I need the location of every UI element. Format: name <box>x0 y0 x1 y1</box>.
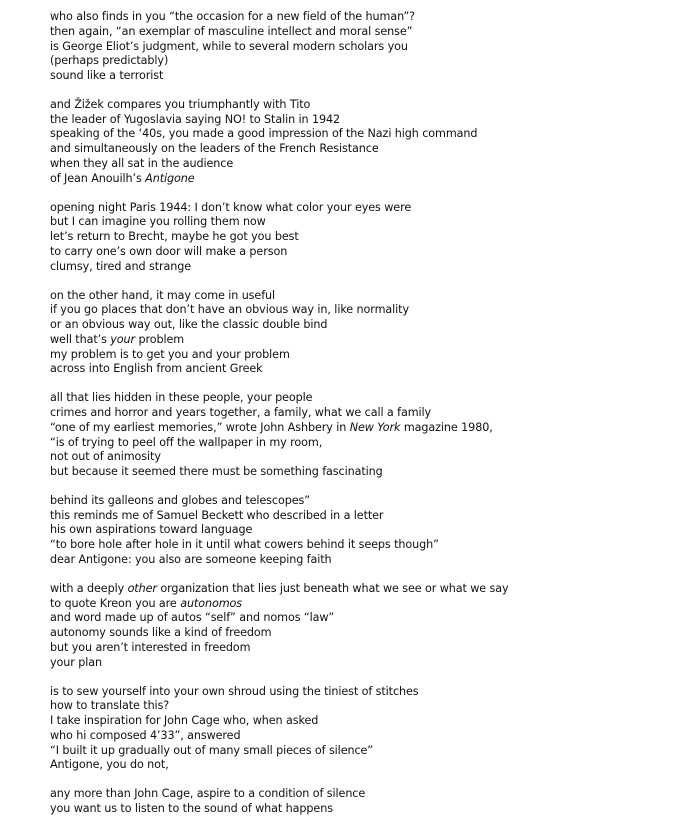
poem-line <box>50 333 680 348</box>
text-segment: opening night Paris 1944: I don’t know what color your eyes were <box>50 200 412 214</box>
text-segment: “to bore hole after hole in it until what cowers behind it seeps though” <box>50 538 439 552</box>
poem-line <box>50 142 680 157</box>
poem-line <box>50 538 680 553</box>
text-segment: but because it seemed there must be something fascinating <box>50 465 383 478</box>
poem-line <box>50 230 680 245</box>
text-segment: (perhaps predictably) <box>50 54 169 68</box>
poem-line <box>50 714 680 729</box>
poem-line <box>50 260 680 275</box>
poem-line <box>50 40 680 55</box>
text-segment: but you aren’t interested in freedom <box>50 640 251 654</box>
poem-line <box>50 318 680 333</box>
italic-text: your <box>110 332 136 346</box>
text-segment: behind its galleons and globes and telescopes” <box>50 493 310 507</box>
poem-line <box>50 25 680 40</box>
poem-line <box>50 582 680 597</box>
text-segment: is George Eliot’s judgment, while to several modern scholars you <box>50 39 408 53</box>
text-segment: your plan <box>50 655 102 669</box>
poem-line <box>50 656 680 671</box>
poem-line <box>50 802 680 817</box>
text-segment: if you go places that don’t have an obvious way in, like normality <box>50 303 409 317</box>
text-segment: I take inspiration for John Cage who, when asked <box>50 714 319 728</box>
text-segment: of Jean Anouilh’s <box>50 171 146 185</box>
poem-line <box>50 641 680 656</box>
text-segment: crimes and horror and years together, a family, what we call a family <box>50 406 432 419</box>
poem-line <box>50 157 680 172</box>
text-segment: “I built it up gradually out of many small pieces of silence” <box>50 743 373 757</box>
text-segment: on the other hand, it may come in useful <box>50 288 276 302</box>
poem-line <box>50 362 680 377</box>
poem-line <box>50 729 680 744</box>
poem-line <box>50 201 680 216</box>
text-segment: autonomy sounds like a kind of freedom <box>50 626 272 640</box>
text-segment: organization that lies just beneath what we see or what we say <box>156 581 509 595</box>
text-segment: when they all sat in the audience <box>50 156 234 170</box>
italic-text: Antigone <box>145 171 195 185</box>
text-segment: and simultaneously on the leaders of the French Resistance <box>50 142 379 156</box>
text-segment: “one of my earliest memories,” wrote John Ashbery in <box>50 420 350 434</box>
text-segment: with a deeply <box>50 581 128 595</box>
poem-line <box>50 245 680 260</box>
poem-line <box>50 787 680 802</box>
text-segment: and Žižek compares you triumphantly with Tito <box>50 97 311 111</box>
text-segment: who hi composed 4’33”, answered <box>50 728 241 742</box>
text-segment: magazine 1980, <box>400 420 493 434</box>
text-segment: any more than John Cage, aspire to a condition of silence <box>50 787 366 801</box>
poem-line <box>50 348 680 363</box>
text-segment: across into English from ancient Greek <box>50 362 263 376</box>
poem-line <box>50 69 680 84</box>
poem-line <box>50 523 680 538</box>
text-segment: well that’s <box>50 332 111 346</box>
poem-line <box>50 436 680 451</box>
poem-line <box>50 289 680 304</box>
poem-line <box>50 127 680 142</box>
text-segment: my problem is to get you and your problem <box>50 347 290 361</box>
text-segment: or an obvious way out, like the classic double bind <box>50 318 328 332</box>
poem-line <box>50 494 680 509</box>
text-segment: to carry one’s own door will make a person <box>50 244 288 258</box>
text-segment: dear Antigone: you also are someone keeping faith <box>50 552 332 566</box>
poem-line <box>50 113 680 128</box>
poem-line <box>50 611 680 626</box>
stanza <box>50 391 680 480</box>
poem-line <box>50 98 680 113</box>
text-segment: and word made up of autos “self” and nomos “law” <box>50 611 335 625</box>
stanza <box>50 201 680 275</box>
poem-line <box>50 626 680 641</box>
text-segment: you want us to listen to the sound of what happens <box>50 802 333 815</box>
stanza <box>50 494 680 568</box>
poem-line <box>50 553 680 568</box>
text-segment: but I can imagine you rolling them now <box>50 215 266 229</box>
text-segment: not out of animosity <box>50 450 161 464</box>
text-segment: speaking of the ‘40s, you made a good impression of the Nazi high command <box>50 127 478 141</box>
text-segment: problem <box>135 332 185 346</box>
poem-line <box>50 391 680 406</box>
text-segment: clumsy, tired and strange <box>50 259 192 273</box>
poem-line <box>50 421 680 436</box>
poem-line <box>50 509 680 524</box>
text-segment: sound like a terrorist <box>50 69 164 82</box>
italic-text: autonomos <box>180 596 242 610</box>
stanza <box>50 685 680 774</box>
poem-line <box>50 744 680 759</box>
text-segment: to quote Kreon you are <box>50 596 181 610</box>
text-segment: then again, “an exemplar of masculine intellect and moral sense” <box>50 24 413 38</box>
stanza <box>50 787 680 817</box>
text-segment: his own aspirations toward language <box>50 523 253 537</box>
text-segment: is to sew yourself into your own shroud using the tiniest of stitches <box>50 684 419 698</box>
text-segment: the leader of Yugoslavia saying NO! to Stalin in 1942 <box>50 112 341 126</box>
stanza <box>50 98 680 187</box>
stanza <box>50 582 680 671</box>
stanza <box>50 10 680 84</box>
text-segment: let’s return to Brecht, maybe he got you best <box>50 230 299 244</box>
poem-line <box>50 465 680 480</box>
poem-line <box>50 172 680 187</box>
poem-line <box>50 10 680 25</box>
poem-line <box>50 303 680 318</box>
text-segment: Antigone, you do not, <box>50 758 169 772</box>
stanza <box>50 289 680 378</box>
poem-text <box>50 10 680 831</box>
poem-line <box>50 685 680 700</box>
text-segment: “is of trying to peel off the wallpaper in my room, <box>50 435 323 449</box>
text-segment: this reminds me of Samuel Beckett who described in a letter <box>50 508 384 522</box>
italic-text: other <box>127 581 157 595</box>
poem-line <box>50 54 680 69</box>
poem-line <box>50 450 680 465</box>
text-segment: all that lies hidden in these people, your people <box>50 391 313 405</box>
text-segment: who also finds in you “the occasion for a new field of the human”? <box>50 10 415 23</box>
poem-line <box>50 597 680 612</box>
poem-line <box>50 406 680 421</box>
poem-line <box>50 758 680 773</box>
poem-line <box>50 699 680 714</box>
text-segment: how to translate this? <box>50 699 170 713</box>
poem-line <box>50 215 680 230</box>
italic-text: New York <box>349 420 401 434</box>
